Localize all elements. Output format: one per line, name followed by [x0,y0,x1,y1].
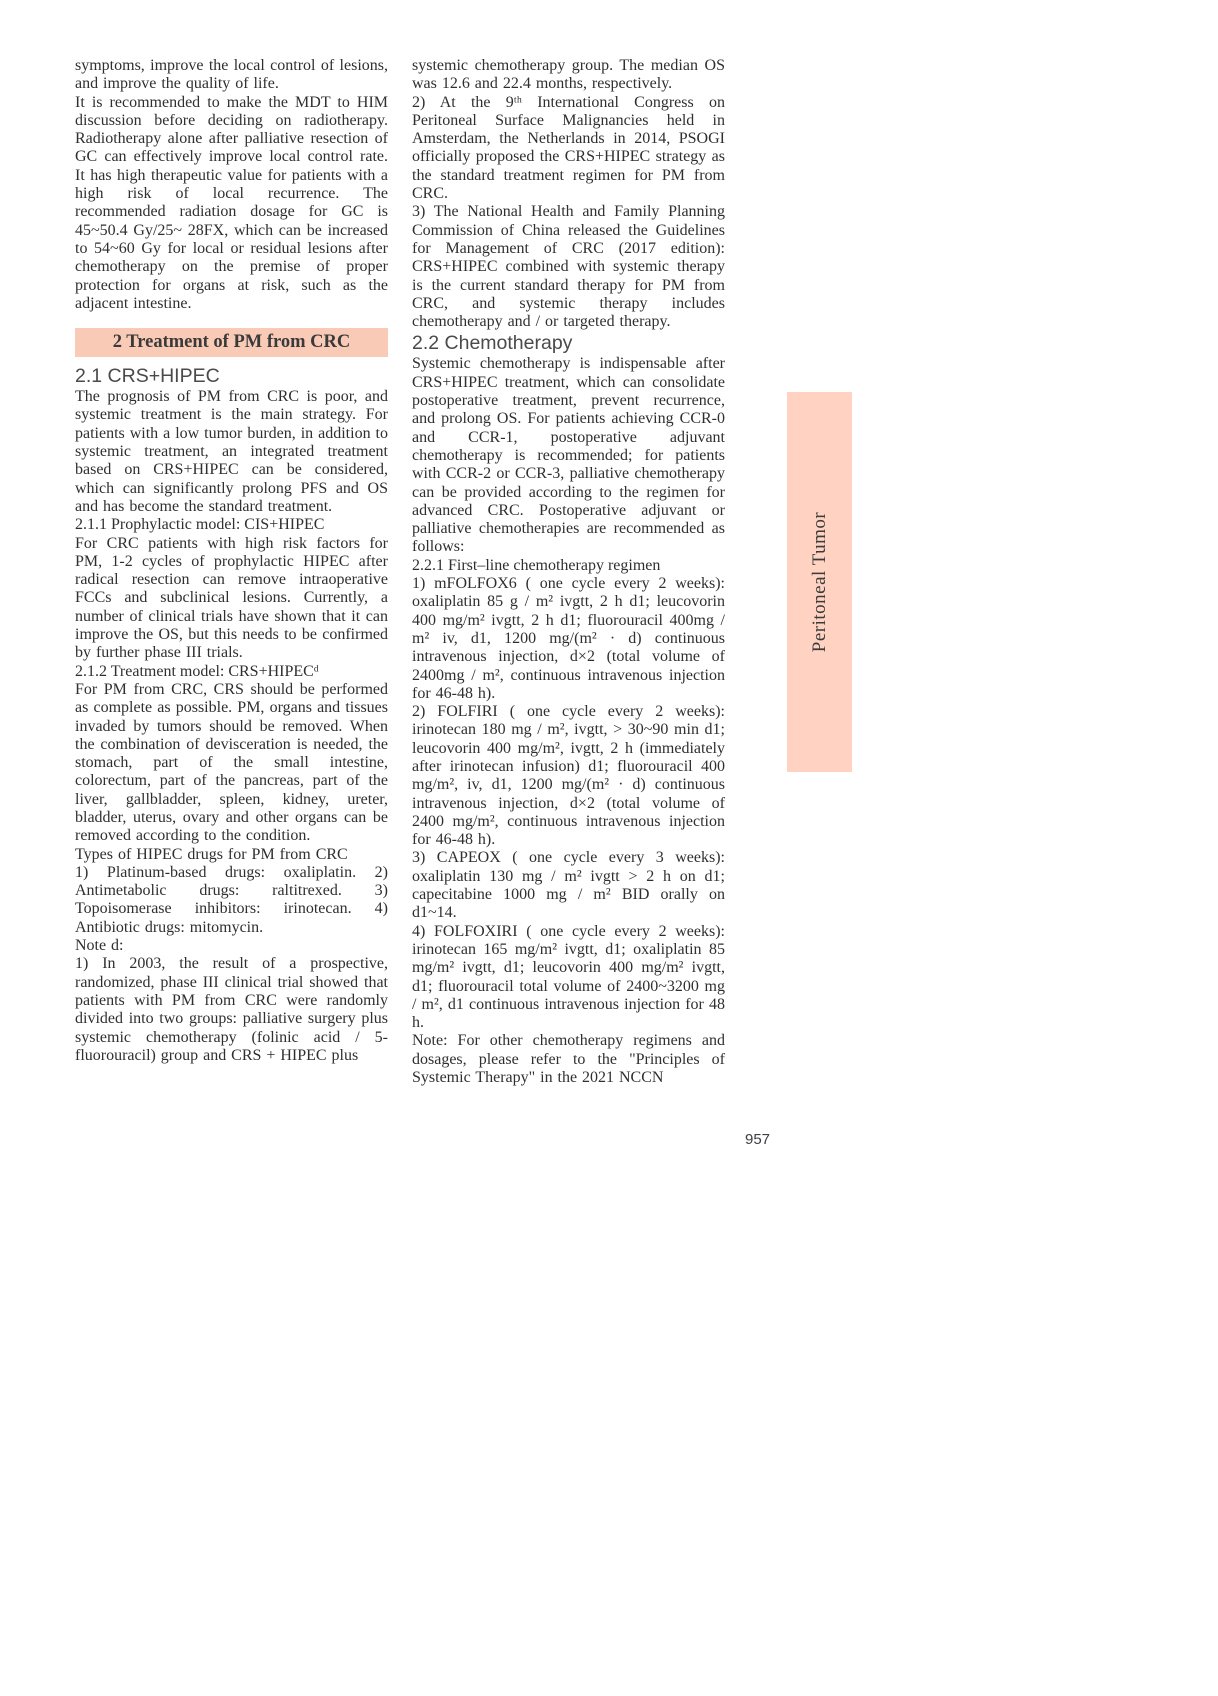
paragraph: 2) At the 9ᵗʰ International Congress on Peritoneal Surface Malignancies held in Amsterdam, the Netherlands in 2014, PSOGI officially proposed the CRS+HIPEC strategy as the standard treatment regimen for PM from CRC. [412,93,725,203]
paragraph: 3) CAPEOX ( one cycle every 3 weeks): oxaliplatin 130 mg / m² ivgtt > 2 h on d1; capecitabine 1000 mg / m² BID orally on d1~14. [412,849,725,922]
left-column [75,57,388,1065]
paragraph: systemic chemotherapy group. The median OS was 12.6 and 22.4 months, respectively. [412,57,725,93]
paragraph: 3) The National Health and Family Planning Commission of China released the Guidelines for Management of CRC (2017 edition): CRS+HIPEC combined with systemic therapy is the current standard therapy for PM from CRC, and systemic therapy includes chemotherapy and / or targeted therapy. [412,203,725,331]
paragraph: 1) mFOLFOX6 ( one cycle every 2 weeks): oxaliplatin 85 g / m² ivgtt, 2 h d1; leucovorin 400 mg/m² ivgtt, 2 h d1; fluorouracil 400mg / m² iv, d1, 1200 mg/(m² · d) continuous intravenous injection, d×2 (total volume of 2400mg / m², continuous intravenous injection for 46-48 h). [412,575,725,702]
subsection-heading-2-1-2: 2.1.2 Treatment model: CRS+HIPECᵈ [75,662,319,680]
page-number: 957 [745,1131,771,1148]
paragraph: For PM from CRC, CRS should be performed as complete as possible. PM, organs and tissues invaded by tumors should be removed. When the combination of devisceration is needed, the stomach, part of the small intestine, colorectum, part of the pancreas, part of the liver, gallbladder, spleen, kidney, ureter, bladder, uterus, ovary and other organs can be removed according to the condition. [75,680,388,845]
paragraph: 2) FOLFIRI ( one cycle every 2 weeks): irinotecan 180 mg / m², ivgtt, > 30~90 min d1; leucovorin 400 mg/m², ivgtt, 2 h (immediately after irinotecan infusion) d1; fluorouracil 400 mg/m², iv, d1, 1200 mg/(m² · d) continuous intravenous injection, d×2 (total volume of 2400 mg/m², continuous intravenous injection for 46-48 h). [412,703,725,849]
paragraph: For CRC patients with high risk factors for PM, 1-2 cycles of prophylactic HIPEC after radical resection can remove intraoperative FCCs and subclinical lesions. Currently, a number of clinical trials have shown that it can improve the OS, but this needs to be confirmed by further phase III trials. [75,534,388,662]
running-head-tab [787,392,852,772]
subsection-heading-2-2: 2.2 Chemotherapy [412,332,573,355]
right-column [412,57,725,1087]
section-heading-bar: 2 Treatment of PM from CRC [75,328,388,357]
paragraph: Types of HIPEC drugs for PM from CRC [75,845,348,863]
running-head-label: Peritoneal Tumor [808,511,830,653]
paragraph: Note: For other chemotherapy regimens and dosages, please refer to the "Principles of Systemic Therapy" in the 2021 NCCN [412,1032,725,1087]
paragraph: The prognosis of PM from CRC is poor, and systemic treatment is the main strategy. For patients with a low tumor burden, in addition to systemic treatment, an integrated treatment based on CRS+HIPEC can be considered, which can significantly prolong PFS and OS and has become the standard treatment. [75,388,388,515]
paragraph: symptoms, improve the local control of lesions, and improve the quality of life. [75,57,388,93]
paragraph: Note d: [75,937,124,955]
paragraph: 1) In 2003, the result of a prospective, randomized, phase III clinical trial showed that patients with PM from CRC were randomly divided into two groups: palliative surgery plus systemic chemotherapy (folinic acid / 5-fluorouracil) group and CRS + HIPEC plus [75,955,388,1064]
paragraph: 4) FOLFOXIRI ( one cycle every 2 weeks): irinotecan 165 mg/m² ivgtt, d1; oxaliplatin 85 mg/m² ivgtt, d1; leucovorin 400 mg/m² ivgtt, d1; fluorouracil total volume of 2400~3200 mg / m², d1 continuous intravenous injection for 48 h. [412,922,725,1032]
subsection-heading-2-2-1: 2.2.1 First–line chemotherapy regimen [412,556,661,574]
subsection-heading-2-1: 2.1 CRS+HIPEC [75,365,220,388]
subsection-heading-2-1-1: 2.1.1 Prophylactic model: CIS+HIPEC [75,516,325,534]
paragraph: 1) Platinum-based drugs: oxaliplatin. 2) Antimetabolic drugs: raltitrexed. 3) Topoisomerase inhibitors: irinotecan. 4) Antibiotic drugs: mitomycin. [75,863,388,936]
paragraph: Systemic chemotherapy is indispensable after CRS+HIPEC treatment, which can consolidate postoperative treatment, prevent recurrence, and prolong OS. For patients achieving CCR-0 and CCR-1, postoperative adjuvant chemotherapy is recommended; for patients with CCR-2 or CCR-3, palliative chemotherapy can be provided according to the regimen for advanced CRC. Postoperative adjuvant or palliative chemotherapies are recommended as follows: [412,355,725,556]
paragraph: It is recommended to make the MDT to HIM discussion before deciding on radiotherapy. Radiotherapy alone after palliative resection of GC can effectively improve local control rate. It has high therapeutic value for patients with a high risk of local recurrence. The recommended radiation dosage for GC is 45~50.4 Gy/25~ 28FX, which can be increased to 54~60 Gy for local or residual lesions after chemotherapy on the premise of proper protection for organs at risk, such as the adjacent intestine. [75,93,388,312]
